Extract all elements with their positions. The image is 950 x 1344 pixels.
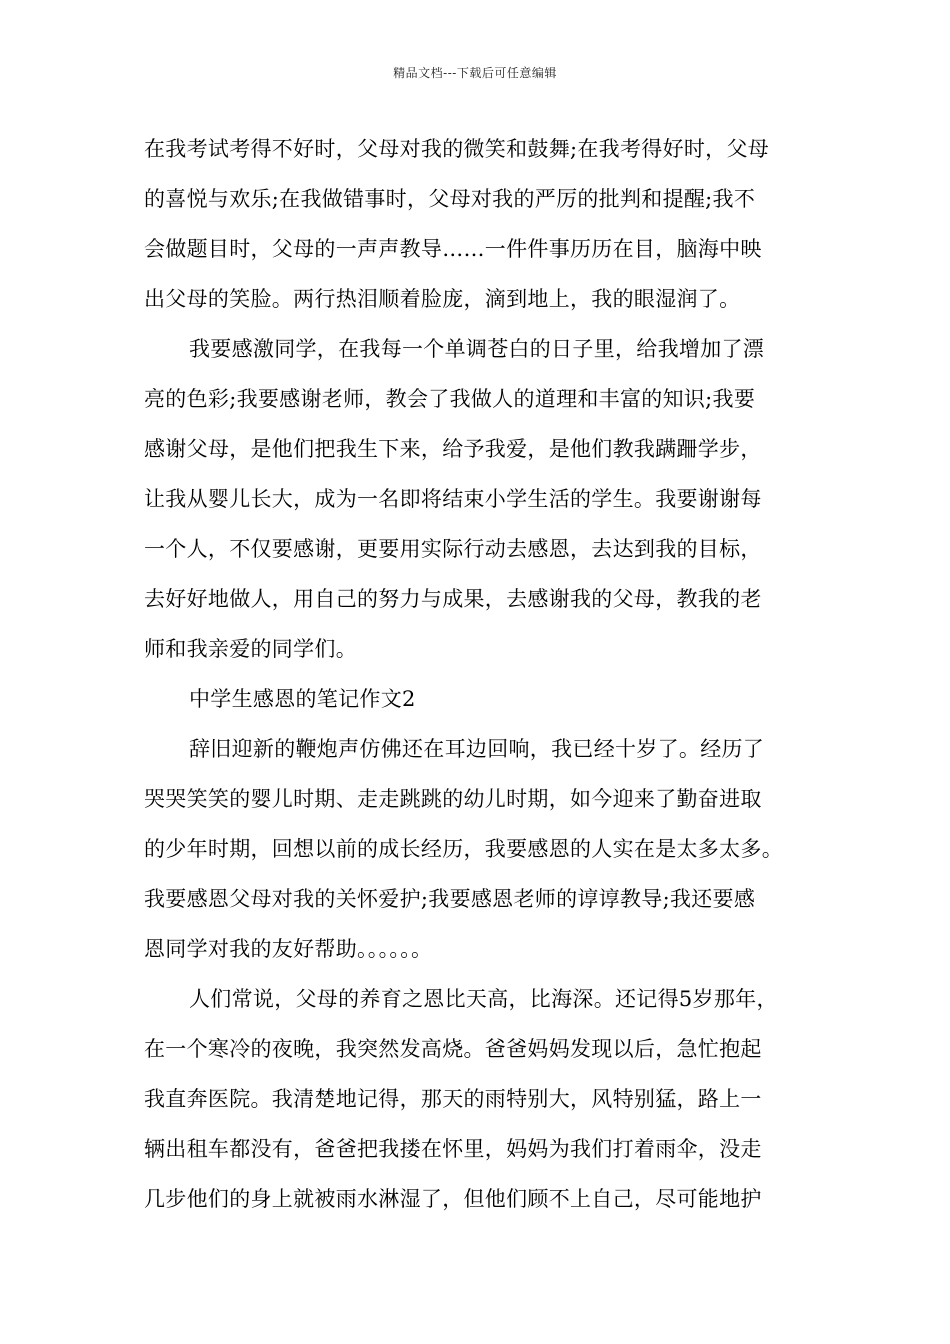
- text-line: 感谢父母，是他们把我生下来，给予我爱，是他们教我蹒跚学步，: [144, 437, 762, 461]
- text-line: 亮的色彩;我要感谢老师，教会了我做人的道理和丰富的知识;我要: [144, 387, 756, 411]
- text-line: 一个人，不仅要感谢，更要用实际行动去感恩，去达到我的目标，: [144, 537, 762, 561]
- text-line: 我直奔医院。我清楚地记得，那天的雨特别大，风特别猛，路上一: [144, 1087, 762, 1111]
- text-line: 我要感激同学，在我每一个单调苍白的日子里，给我增加了漂: [189, 337, 765, 361]
- text-line: 的少年时期，回想以前的成长经历，我要感恩的人实在是太多太多。: [144, 837, 783, 861]
- text-line: 哭哭笑笑的婴儿时期、走走跳跳的幼儿时期，如今迎来了勤奋进取: [144, 787, 762, 811]
- text-line: 在一个寒冷的夜晚，我突然发高烧。爸爸妈妈发现以后，急忙抱起: [144, 1037, 762, 1061]
- text-line: 出父母的笑脸。两行热泪顺着脸庞，滴到地上，我的眼湿润了。: [144, 287, 741, 311]
- section-title: 中学生感恩的笔记作文2: [189, 687, 416, 711]
- text-line: 的喜悦与欢乐;在我做错事时，父母对我的严厉的批判和提醒;我不: [144, 187, 756, 211]
- text-line: 辆出租车都没有，爸爸把我搂在怀里，妈妈为我们打着雨伞，没走: [144, 1137, 762, 1161]
- text-line: 会做题目时，父母的一声声教导……一件件事历历在目，脑海中映: [144, 237, 762, 261]
- text-line: 人们常说，父母的养育之恩比天高，比海深。还记得5岁那年，: [189, 987, 778, 1011]
- text-line: 在我考试考得不好时，父母对我的微笑和鼓舞;在我考得好时，父母: [144, 137, 770, 161]
- text-line: 师和我亲爱的同学们。: [144, 637, 357, 661]
- page-header: 精品文档---下载后可任意编辑: [393, 66, 557, 80]
- text-line: 几步他们的身上就被雨水淋湿了，但他们顾不上自己，尽可能地护: [144, 1187, 762, 1211]
- text-line: 我要感恩父母对我的关怀爱护;我要感恩老师的谆谆教导;我还要感: [144, 887, 756, 911]
- text-line: 辞旧迎新的鞭炮声仿佛还在耳边回响，我已经十岁了。经历了: [189, 737, 765, 761]
- text-line: 去好好地做人，用自己的努力与成果，去感谢我的父母，教我的老: [144, 587, 762, 611]
- text-line: 让我从婴儿长大，成为一名即将结束小学生活的学生。我要谢谢每: [144, 487, 762, 511]
- text-line: 恩同学对我的友好帮助。。。。。。: [144, 937, 433, 961]
